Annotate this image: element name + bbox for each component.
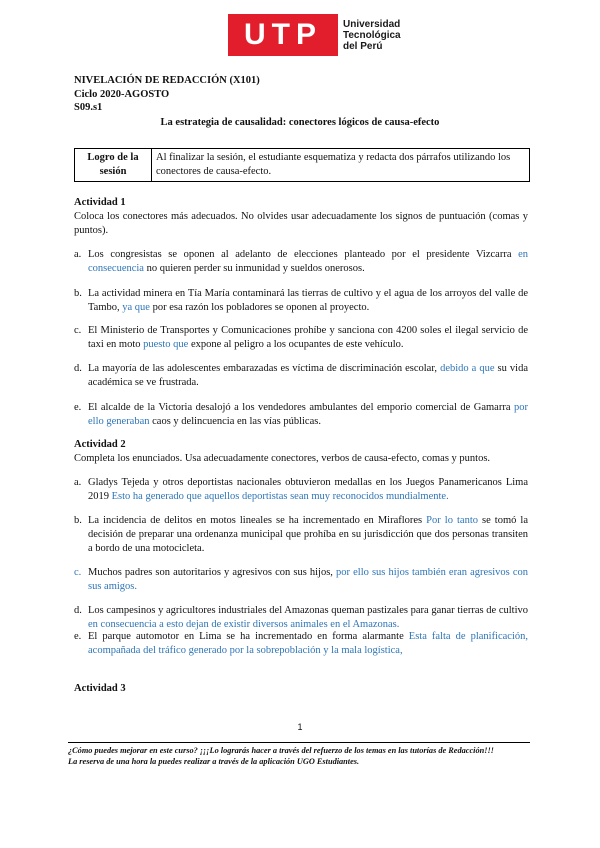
item-answer: en consecuencia a esto dejan de existir diversos animales en el Amazonas. [88,619,400,630]
item-marker: b. [74,515,82,526]
utp-logo [228,14,401,56]
goal-text: Al finalizar la sesión, el estudiante esquematiza y redacta dos párrafos utilizando los conectores de causa-efecto. [152,149,530,182]
item-marker: d. [74,605,82,616]
item-marker: e. [74,631,82,642]
activity-2-item-b [74,514,528,556]
footer-note [68,745,538,767]
item-prompt-end: por esa razón los pobladores se oponen al proyecto. [149,302,370,313]
item-prompt: Los congresistas se oponen al adelanto de elecciones planteado por el presidente Vizcarra [88,249,519,260]
logo-red-block [228,14,338,56]
activity-1-item-a [74,248,528,276]
course-name: NIVELACIÓN DE REDACCIÓN (X101) [74,75,260,86]
item-answer: por ello sus hijos también eran agresivos con sus amigos. [88,567,528,592]
item-answer: en consecuencia [88,249,528,274]
logo-line-1: Universidad [343,18,401,30]
item-prompt: La incidencia de delitos en motos lineales se ha incrementado en Miraflores [88,515,427,526]
goal-label: Logro de la sesión [75,149,152,182]
course-cycle: Ciclo 2020-AGOSTO [74,88,170,100]
activity-1-item-e [74,401,528,429]
item-prompt: El parque automotor en Lima se ha incrementado en forma alarmante [88,631,409,642]
activity-2-item-c [74,566,528,594]
activity-1-instructions: Coloca los conectores más adecuados. No olvides usar adecuadamente los signos de puntuación (comas y puntos). [74,211,528,236]
activity-3-header [74,682,528,696]
item-answer: puesto que [143,339,189,350]
item-marker: a. [74,477,82,488]
item-marker: b. [74,288,82,299]
page-number: 1 [297,722,303,732]
activity-1-item-c [74,324,528,352]
item-answer: ya que [122,302,150,313]
item-marker: d. [74,363,82,374]
item-prompt-end: expone al peligro a los ocupantes de este vehículo. [188,339,404,350]
item-prompt: El Ministerio de Transportes y Comunicaciones prohíbe y sanciona con 4200 soles el ilegal servicio de taxi en moto [88,325,528,350]
item-answer: Esto ha generado que aquellos deportistas sean muy reconocidos mundialmente. [111,491,449,502]
item-marker: c. [74,325,82,336]
activity-1-title: Actividad 1 [74,197,126,208]
item-answer: debido a que [440,363,495,374]
item-prompt: Muchos padres son autoritarios y agresivos con sus hijos, [88,567,337,578]
logo-university-name [343,19,401,52]
item-marker: e. [74,402,82,413]
logo-letters: UTP [244,18,322,51]
goal-table [74,148,530,182]
activity-2-title: Actividad 2 [74,439,126,450]
item-prompt: El alcalde de la Victoria desalojó a los vendedores ambulantes del emporio comercial de Gamarra [88,402,514,413]
item-answer: por ello generaban [88,402,528,427]
session-code: S09.s1 [74,102,103,113]
activity-3-title: Actividad 3 [74,683,126,694]
item-marker: c. [74,567,82,578]
activity-2-item-e [74,630,528,658]
item-prompt-end: su vida académica se ve frustrada. [88,363,528,388]
logo-line-2: Tecnológica [343,29,401,41]
activity-1-item-b [74,287,528,315]
item-prompt: La mayoría de las adolescentes embarazadas es víctima de discriminación escolar, [88,363,441,374]
item-prompt: Los campesinos y agricultores industriales del Amazonas queman pastizales para ganar tierras de cultivo [88,605,528,616]
item-marker: a. [74,249,82,260]
activity-2-header [74,438,528,466]
activity-2-instructions: Completa los enunciados. Usa adecuadamente conectores, verbos de causa-efecto, comas y puntos. [74,453,491,464]
activity-2-item-a [74,476,528,504]
item-prompt: Gladys Tejeda y otros deportistas nacionales obtuvieron medallas en los Juegos Panamericanos Lima 2019 [88,477,528,502]
activity-1-item-d [74,362,528,390]
item-prompt: La actividad minera en Tía María contaminará las tierras de cultivo y el agua de los arroyos del valle de Tambo, [88,288,528,313]
footer-line-2: La reserva de una hora la puedes realizar a través de la aplicación UGO Estudiantes. [68,757,360,766]
item-prompt-end: no quieren perder su inmunidad y sueldos onerosos. [143,263,365,274]
item-prompt-end: se tomó la decisión de preparar una ordenanza municipal que prohíba en su jurisdicción que dos personas transiten a bordo de una motocicleta. [88,515,528,554]
item-answer: Esta falta de planificación, acompañada del tráfico generado por la sobrepoblación y la mala logística, [88,631,529,656]
item-answer: Por lo tanto [426,515,478,526]
footer-line-1: ¿Cómo puedes mejorar en este curso? ¡¡¡Lo lograrás hacer a través del refuerzo de los temas en las tutorías de Redacción!!! [68,746,494,755]
activity-1-header [74,196,528,238]
activity-2-item-d [74,604,528,632]
document-title: La estrategia de causalidad: conectores lógicos de causa-efecto [160,117,440,128]
logo-line-3: del Perú [343,40,383,52]
course-header [74,74,260,115]
footer-divider [68,742,530,743]
item-prompt-end: caos y delincuencia en las vías públicas. [149,416,321,427]
